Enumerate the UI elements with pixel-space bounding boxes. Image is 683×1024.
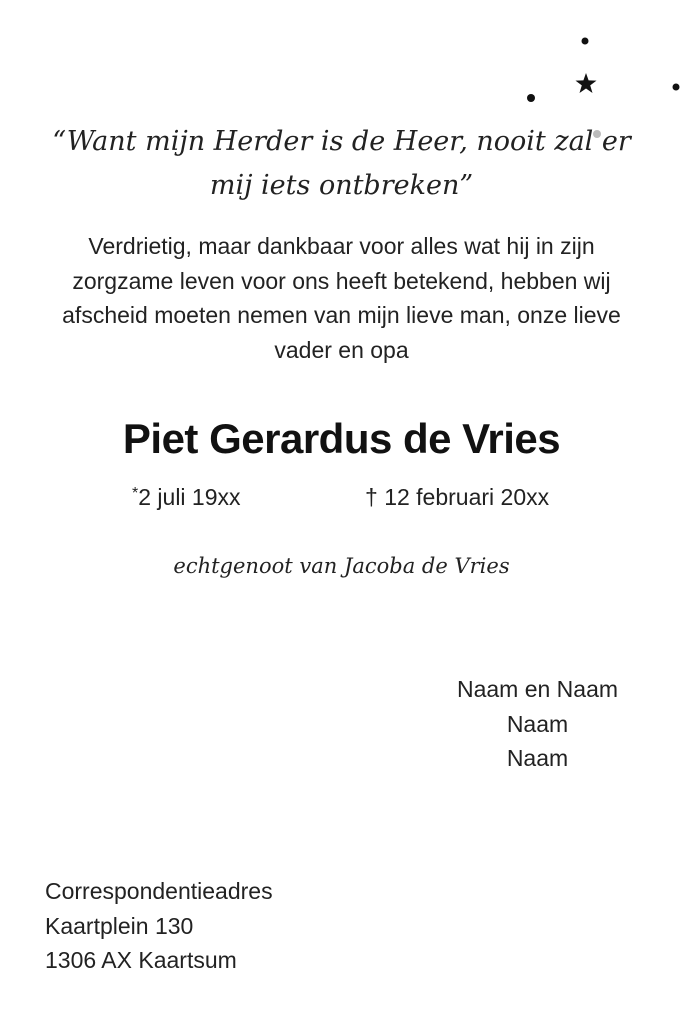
quote-line-2: mij iets ontbreken” (209, 170, 474, 201)
address-street: Kaartplein 130 (45, 912, 194, 939)
birth-symbol: * (132, 485, 139, 502)
dot-icon (527, 94, 535, 102)
family-name: Naam (506, 710, 569, 737)
address-city: 1306 AX Kaartsum (45, 947, 237, 973)
spouse-line: echtgenoot van Jacoba de Vries (173, 554, 510, 578)
death-date-line (365, 484, 549, 511)
intro-text: Verdrietig, maar dankbaar voor alles wat hij in zijn zorgzame leven voor ons heeft betekend, hebben wij afscheid moeten nemen van mijn lieve man, onze lieve vader en opa (62, 233, 621, 363)
quote-line-1: “Want mijn Herder is de Heer, nooit zal er (52, 126, 631, 157)
correspondence-address (45, 874, 273, 978)
birth-date-line (132, 484, 241, 511)
birth-date: 2 juli 19xx (138, 484, 241, 510)
dot-icon (582, 38, 589, 45)
dot-icon (673, 84, 680, 91)
star-icon (576, 73, 597, 93)
bible-quote (40, 120, 643, 208)
address-label: Correspondentieadres (45, 878, 273, 904)
deceased-name: Piet Gerardus de Vries (122, 415, 561, 462)
death-date: 12 februari 20xx (384, 484, 550, 510)
death-symbol: † (365, 484, 378, 510)
family-name: Naam en Naam (456, 676, 619, 702)
family-names (430, 672, 645, 776)
family-name: Naam (506, 745, 569, 771)
